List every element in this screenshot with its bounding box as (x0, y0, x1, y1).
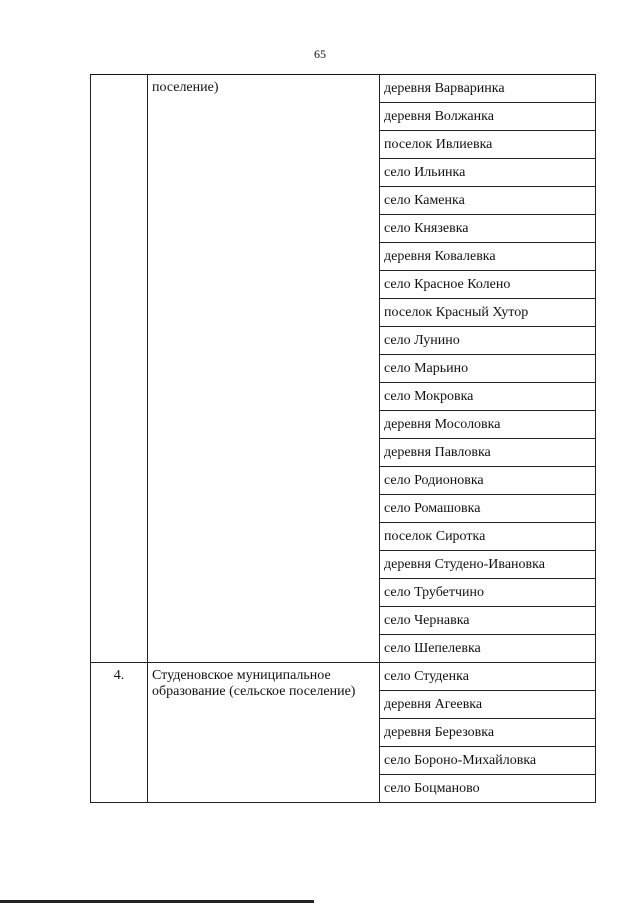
settlement-cell: деревня Студено-Ивановка (380, 551, 596, 579)
settlement-cell: деревня Ковалевка (380, 243, 596, 271)
settlement-cell: село Каменка (380, 187, 596, 215)
settlement-cell: село Марьино (380, 355, 596, 383)
settlement-cell: деревня Березовка (380, 719, 596, 747)
settlement-cell: село Бороно-Михайловка (380, 747, 596, 775)
municipality-name-cell: Студеновское муниципальное образование (сельское поселение) (148, 663, 380, 803)
settlement-cell: деревня Мосоловка (380, 411, 596, 439)
settlement-cell: село Князевка (380, 215, 596, 243)
settlement-cell: село Родионовка (380, 467, 596, 495)
settlement-cell: деревня Варваринка (380, 75, 596, 103)
settlement-cell: село Шепелевка (380, 635, 596, 663)
settlement-cell: село Студенка (380, 663, 596, 691)
settlement-cell: село Лунино (380, 327, 596, 355)
municipality-name-cell: поселение) (148, 75, 380, 663)
settlements-table (90, 74, 596, 803)
settlement-cell: село Трубетчино (380, 579, 596, 607)
table-row (91, 75, 596, 103)
page-number: 65 (314, 47, 326, 61)
settlement-cell: деревня Волжанка (380, 103, 596, 131)
settlement-cell: село Ильинка (380, 159, 596, 187)
settlement-cell: село Боцманово (380, 775, 596, 803)
settlement-cell: село Красное Колено (380, 271, 596, 299)
settlement-cell: село Мокровка (380, 383, 596, 411)
settlement-cell: поселок Красный Хутор (380, 299, 596, 327)
settlement-cell: поселок Сиротка (380, 523, 596, 551)
settlement-cell: деревня Павловка (380, 439, 596, 467)
table-row (91, 663, 596, 691)
settlement-cell: деревня Агеевка (380, 691, 596, 719)
settlement-cell: село Чернавка (380, 607, 596, 635)
row-number-cell (91, 75, 148, 663)
bottom-rule (0, 900, 314, 903)
settlement-cell: поселок Ивлиевка (380, 131, 596, 159)
row-number-cell: 4. (91, 663, 148, 803)
settlement-cell: село Ромашовка (380, 495, 596, 523)
